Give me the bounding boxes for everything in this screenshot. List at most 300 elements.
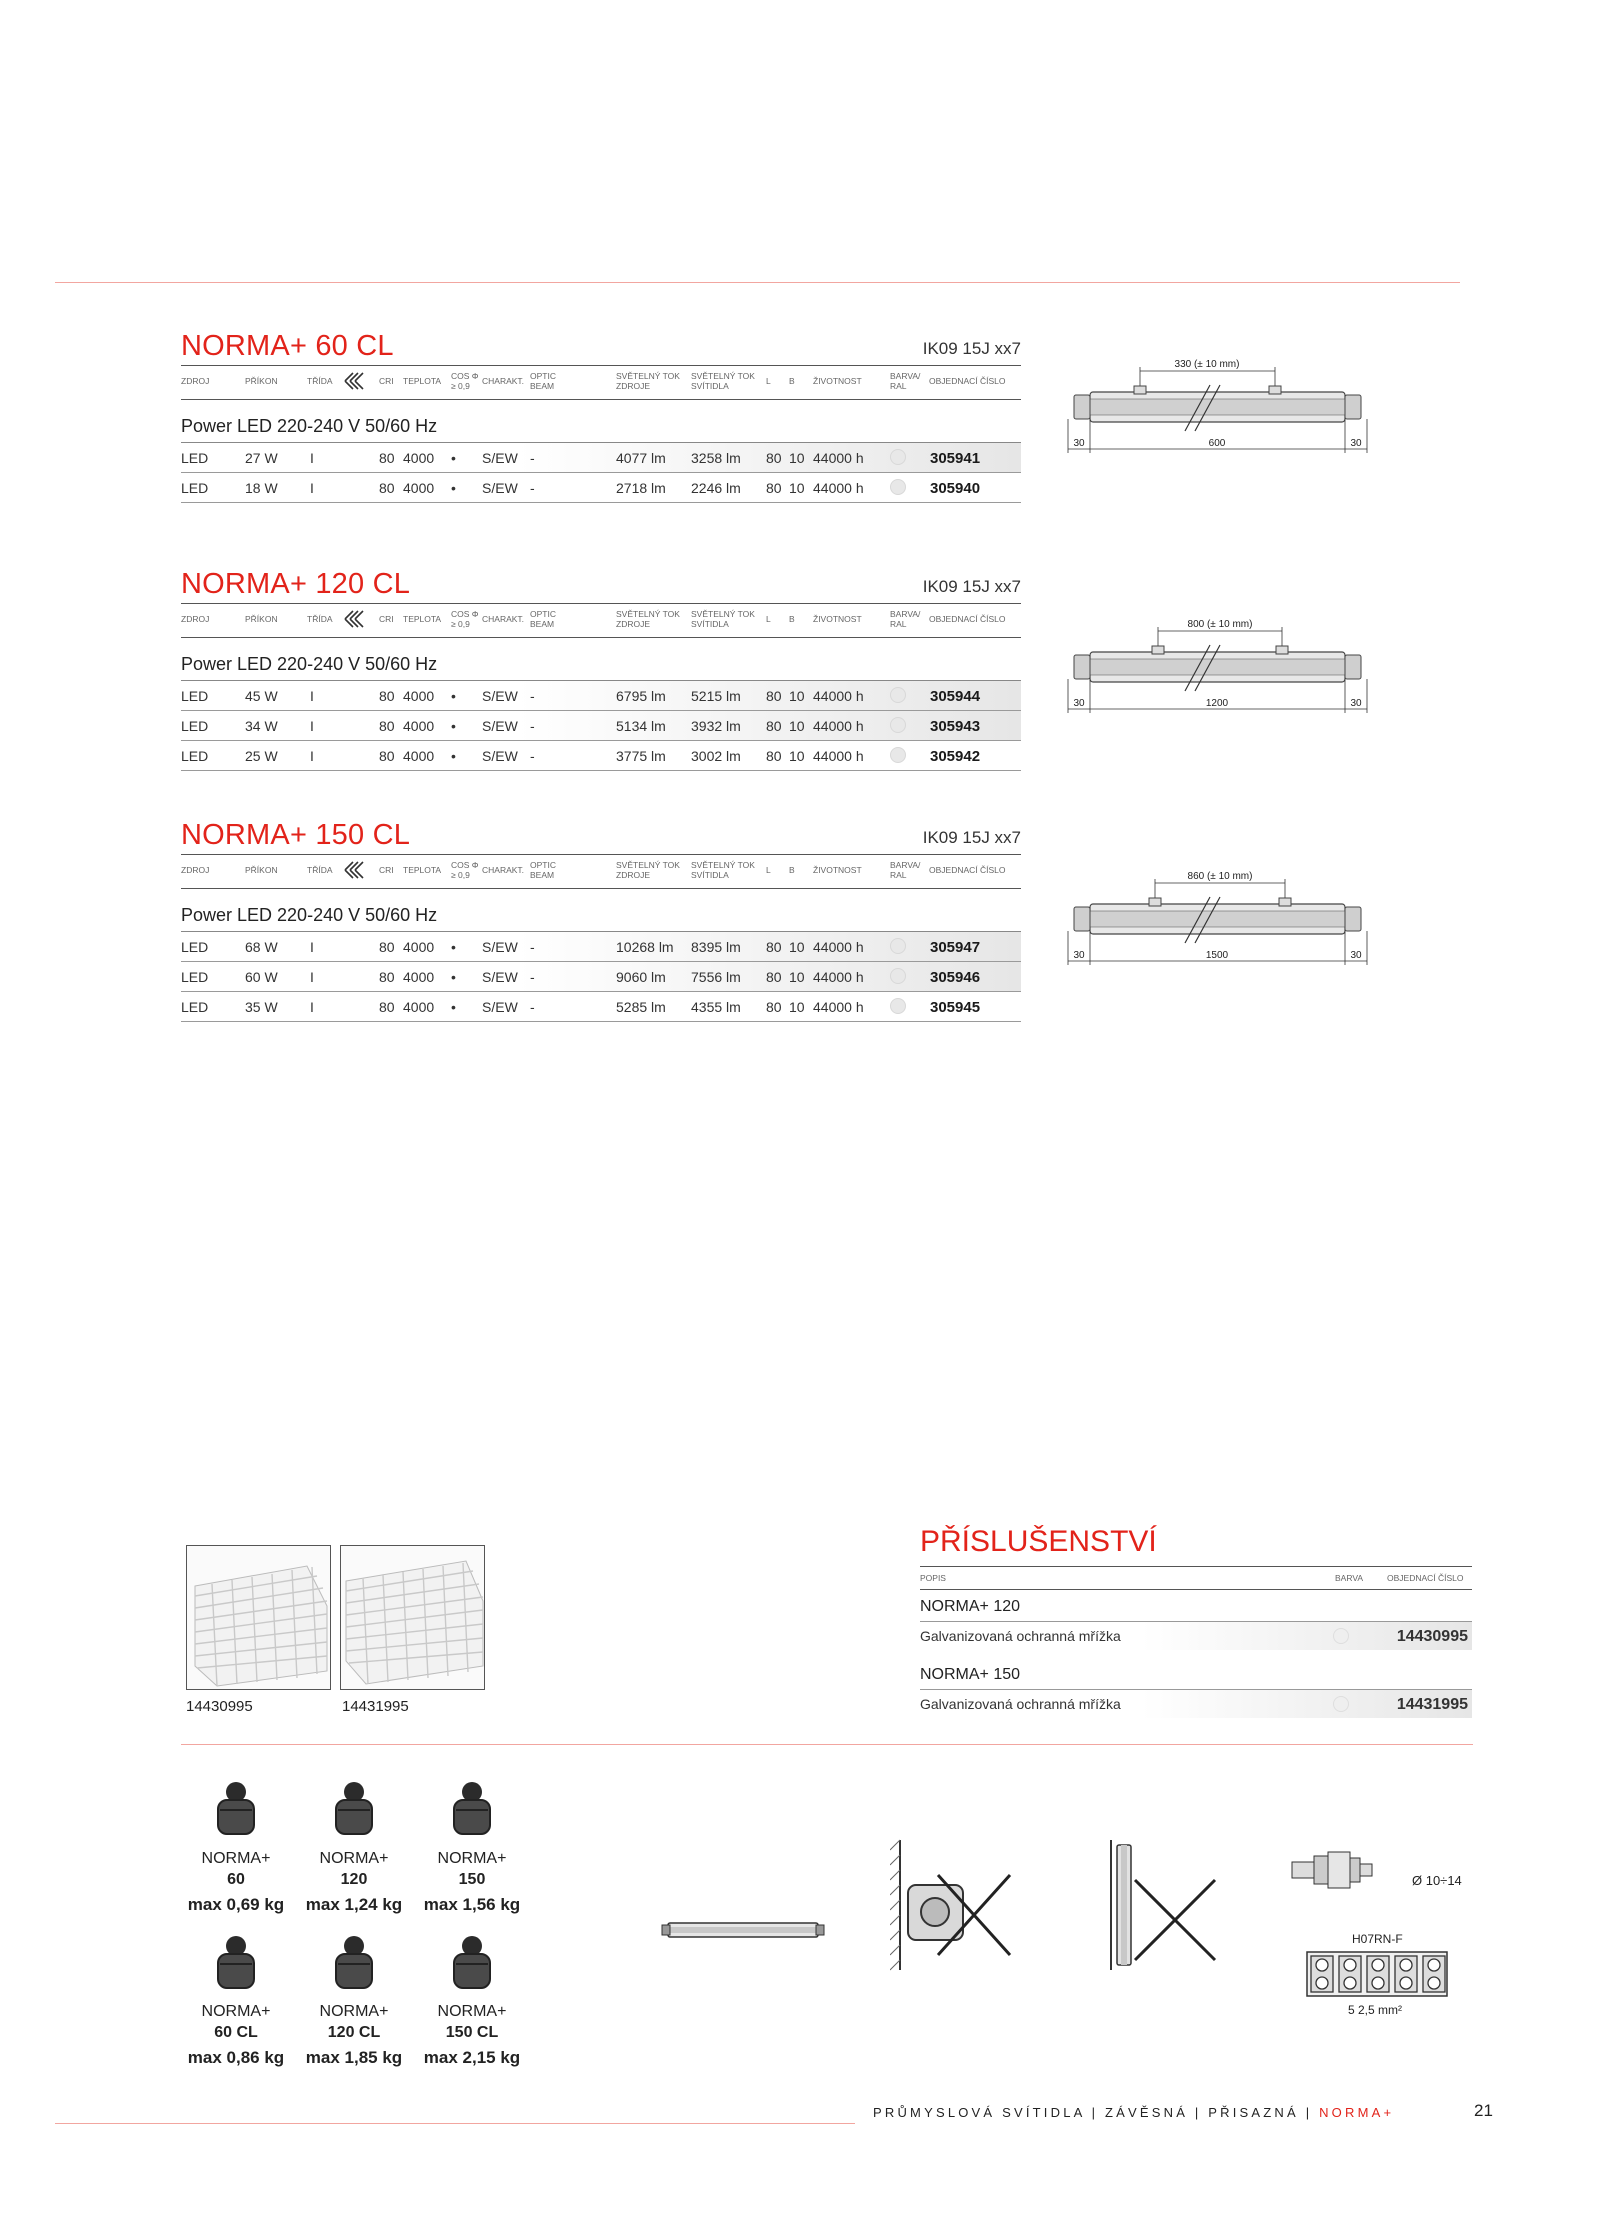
cell-charakt: S/EW <box>482 939 518 955</box>
header-line <box>181 365 1021 366</box>
cell-trida: I <box>310 688 314 704</box>
col-cri: CRI <box>379 865 394 875</box>
col-objednaci: OBJEDNACÍ ČÍSLO <box>929 614 1006 624</box>
table-row <box>181 932 1021 961</box>
cell-svs: 3002 lm <box>691 748 741 764</box>
col-svz-1: SVĚTELNÝ TOK <box>616 860 680 870</box>
accessory-group-name: NORMA+ 120 <box>920 1598 1021 1615</box>
col-l: L <box>766 376 771 386</box>
cell-prikon: 18 W <box>245 480 278 496</box>
color-swatch <box>890 938 906 954</box>
order-number: 305940 <box>930 480 981 497</box>
col-trida: TŘÍDA <box>307 376 333 386</box>
weight-product: NORMA+ <box>201 1850 271 1867</box>
weight-icon <box>448 1780 496 1841</box>
class-symbol-icon <box>343 372 365 392</box>
right-dimension: 30 <box>1350 950 1362 961</box>
col-b: B <box>789 865 795 875</box>
col-svs-1: SVĚTELNÝ TOK <box>691 371 755 381</box>
length-dimension: 600 <box>1208 438 1226 449</box>
cell-teplota: 4000 <box>403 939 435 955</box>
length-dimension: 1500 <box>1205 950 1229 961</box>
weight-value: max 0,86 kg <box>187 2048 285 2067</box>
col-charakt: CHARAKT. <box>482 865 525 875</box>
weight-label <box>181 1848 291 1915</box>
cell-b: 10 <box>789 480 805 496</box>
cell-cos: • <box>451 969 456 985</box>
header-line <box>181 888 1021 889</box>
col-svz-2: ZDROJE <box>616 381 650 391</box>
col-zivotnost: ŽIVOTNOST <box>813 614 862 624</box>
cell-charakt: S/EW <box>482 480 518 496</box>
cell-svz: 10268 lm <box>616 939 674 955</box>
cell-svs: 3258 lm <box>691 450 741 466</box>
cell-zdroj: LED <box>181 999 209 1015</box>
col-barva-2: RAL <box>890 619 907 629</box>
product-block <box>181 330 1021 510</box>
color-swatch <box>890 717 906 733</box>
cell-charakt: S/EW <box>482 688 518 704</box>
cell-svz: 5285 lm <box>616 999 666 1015</box>
cell-l: 80 <box>766 450 782 466</box>
cell-zdroj: LED <box>181 450 209 466</box>
cell-cri: 80 <box>379 450 395 466</box>
cell-l: 80 <box>766 688 782 704</box>
top-dimension: 860 (± 10 mm) <box>1187 871 1253 882</box>
col-prikon: PŘÍKON <box>245 614 278 624</box>
table-row <box>181 992 1021 1021</box>
cell-cos: • <box>451 718 456 734</box>
col-teplota: TEPLOTA <box>403 614 442 624</box>
col-cos-2: ≥ 0,9 <box>451 381 470 391</box>
table-row <box>181 473 1021 502</box>
footer-breadcrumb <box>873 2105 1394 2120</box>
cell-zdroj: LED <box>181 688 209 704</box>
row-line <box>181 770 1021 771</box>
cell-b: 10 <box>789 939 805 955</box>
cell-cos: • <box>451 450 456 466</box>
cell-cos: • <box>451 748 456 764</box>
cell-charakt: S/EW <box>482 999 518 1015</box>
col-trida: TŘÍDA <box>307 614 333 624</box>
product-block <box>181 819 1021 1029</box>
weight-model: 150 CL <box>445 2024 499 2041</box>
col-optic-2: BEAM <box>530 619 555 629</box>
table-row <box>181 443 1021 472</box>
col-svs-2: SVÍTIDLA <box>691 870 729 880</box>
product-code: IK09 15J xx7 <box>922 828 1021 847</box>
cell-b: 10 <box>789 999 805 1015</box>
accessory-item: Galvanizovaná ochranná mřížka <box>920 1628 1121 1644</box>
col-zivotnost: ŽIVOTNOST <box>813 865 862 875</box>
cell-trida: I <box>310 450 314 466</box>
cell-zivotnost: 44000 h <box>813 718 864 734</box>
cell-cri: 80 <box>379 748 395 764</box>
section-rule <box>181 1744 1473 1745</box>
header-line <box>181 854 1021 855</box>
right-dimension: 30 <box>1350 698 1362 709</box>
col-zdroj: ZDROJ <box>181 614 210 624</box>
weight-model: 120 <box>340 1871 368 1888</box>
cell-optic: - <box>530 718 535 734</box>
weight-label <box>417 2001 527 2068</box>
col-optic-2: BEAM <box>530 381 555 391</box>
col-cos-1: COS Φ <box>451 860 479 870</box>
cell-cos: • <box>451 480 456 496</box>
cell-cos: • <box>451 999 456 1015</box>
col-zivotnost: ŽIVOTNOST <box>813 376 862 386</box>
luminaire-drawing-svg <box>1060 355 1380 465</box>
cell-cri: 80 <box>379 688 395 704</box>
weight-value: max 0,69 kg <box>187 1895 285 1914</box>
col-svz-2: ZDROJE <box>616 619 650 629</box>
right-dimension: 30 <box>1350 438 1362 449</box>
cell-cos: • <box>451 688 456 704</box>
col-zdroj: ZDROJ <box>181 376 210 386</box>
mesh-guard-image <box>187 1546 331 1690</box>
accessory-photo <box>186 1545 331 1690</box>
cell-cos: • <box>451 939 456 955</box>
weight-model: 150 <box>458 1871 486 1888</box>
wall-mount-no-drawing <box>890 1835 1040 1980</box>
col-svs-1: SVĚTELNÝ TOK <box>691 609 755 619</box>
row-line <box>181 1021 1021 1022</box>
header-line <box>181 399 1021 400</box>
photo-label: 14430995 <box>186 1698 253 1715</box>
col-barva-1: BARVA/ <box>890 860 921 870</box>
cell-trida: I <box>310 718 314 734</box>
cell-teplota: 4000 <box>403 450 435 466</box>
cell-optic: - <box>530 939 535 955</box>
cell-optic: - <box>530 480 535 496</box>
product-title: NORMA+ 60 CL <box>181 330 394 362</box>
cell-optic: - <box>530 450 535 466</box>
cell-cri: 80 <box>379 969 395 985</box>
col-optic-1: OPTIC <box>530 609 556 619</box>
luminaire-drawing <box>1060 867 1380 977</box>
col-teplota: TEPLOTA <box>403 376 442 386</box>
accessory-group-name: NORMA+ 150 <box>920 1666 1021 1683</box>
col-l: L <box>766 865 771 875</box>
order-number: 305947 <box>930 939 981 956</box>
left-dimension: 30 <box>1073 698 1085 709</box>
cell-svz: 5134 lm <box>616 718 666 734</box>
col-cri: CRI <box>379 376 394 386</box>
color-swatch <box>1333 1628 1349 1644</box>
color-swatch <box>890 747 906 763</box>
col-barva-2: RAL <box>890 870 907 880</box>
product-code: IK09 15J xx7 <box>922 577 1021 596</box>
col-optic-2: BEAM <box>530 870 555 880</box>
weight-model: 120 CL <box>327 2024 381 2041</box>
table-header <box>181 861 1021 891</box>
col-objednaci: OBJEDNACÍ ČÍSLO <box>929 376 1006 386</box>
cell-zivotnost: 44000 h <box>813 939 864 955</box>
cell-svz: 6795 lm <box>616 688 666 704</box>
cell-optic: - <box>530 688 535 704</box>
table-row <box>181 681 1021 710</box>
vertical-mount-no-drawing <box>1105 1835 1225 1980</box>
source-label: Power LED 220-240 V 50/60 Hz <box>181 654 438 674</box>
col-b: B <box>789 614 795 624</box>
col-optic-1: OPTIC <box>530 371 556 381</box>
accessories-title: PŘÍSLUŠENSTVÍ <box>920 1525 1157 1558</box>
cell-prikon: 35 W <box>245 999 278 1015</box>
weight-label <box>299 2001 409 2068</box>
cell-charakt: S/EW <box>482 450 518 466</box>
col-trida: TŘÍDA <box>307 865 333 875</box>
col-cos-2: ≥ 0,9 <box>451 870 470 880</box>
order-number: 305944 <box>930 688 981 705</box>
cell-l: 80 <box>766 748 782 764</box>
color-swatch <box>890 479 906 495</box>
cell-cri: 80 <box>379 480 395 496</box>
cell-svz: 2718 lm <box>616 480 666 496</box>
cell-trida: I <box>310 999 314 1015</box>
cell-svs: 7556 lm <box>691 969 741 985</box>
table-header <box>181 610 1021 640</box>
col-svs-2: SVÍTIDLA <box>691 619 729 629</box>
cell-zdroj: LED <box>181 480 209 496</box>
col-prikon: PŘÍKON <box>245 376 278 386</box>
table-row <box>181 711 1021 740</box>
cell-teplota: 4000 <box>403 480 435 496</box>
cell-svz: 9060 lm <box>616 969 666 985</box>
cell-b: 10 <box>789 748 805 764</box>
cell-svs: 4355 lm <box>691 999 741 1015</box>
cell-optic: - <box>530 999 535 1015</box>
col-b: B <box>789 376 795 386</box>
weight-icon <box>330 1934 378 1995</box>
product-code: IK09 15J xx7 <box>922 339 1021 358</box>
cell-optic: - <box>530 748 535 764</box>
cell-trida: I <box>310 480 314 496</box>
cell-b: 10 <box>789 450 805 466</box>
cell-teplota: 4000 <box>403 969 435 985</box>
cell-prikon: 27 W <box>245 450 278 466</box>
cell-zivotnost: 44000 h <box>813 450 864 466</box>
accessories-section <box>920 1525 1472 1725</box>
cell-trida: I <box>310 939 314 955</box>
col-popis: POPIS <box>920 1573 946 1583</box>
table-header <box>181 372 1021 402</box>
order-number: 14430995 <box>1396 1628 1468 1645</box>
cell-l: 80 <box>766 999 782 1015</box>
cell-l: 80 <box>766 939 782 955</box>
cell-zivotnost: 44000 h <box>813 480 864 496</box>
col-charakt: CHARAKT. <box>482 376 525 386</box>
mesh-guard-image <box>341 1546 485 1690</box>
order-number: 305945 <box>930 999 981 1016</box>
cell-zivotnost: 44000 h <box>813 688 864 704</box>
cell-optic: - <box>530 969 535 985</box>
source-label: Power LED 220-240 V 50/60 Hz <box>181 905 438 925</box>
col-cos-1: COS Φ <box>451 609 479 619</box>
cell-trida: I <box>310 748 314 764</box>
weight-icon <box>330 1780 378 1841</box>
cell-svs: 8395 lm <box>691 939 741 955</box>
col-prikon: PŘÍKON <box>245 865 278 875</box>
col-barva-1: BARVA/ <box>890 371 921 381</box>
weight-value: max 2,15 kg <box>423 2048 521 2067</box>
order-number: 14431995 <box>1396 1696 1468 1713</box>
cell-cri: 80 <box>379 939 395 955</box>
col-zdroj: ZDROJ <box>181 865 210 875</box>
top-dimension: 330 (± 10 mm) <box>1174 359 1240 370</box>
cell-zdroj: LED <box>181 718 209 734</box>
product-block <box>181 568 1021 778</box>
cell-trida: I <box>310 969 314 985</box>
left-dimension: 30 <box>1073 950 1085 961</box>
order-number: 305941 <box>930 450 981 467</box>
weight-value: max 1,85 kg <box>305 2048 403 2067</box>
weight-product: NORMA+ <box>201 2003 271 2020</box>
accessory-row <box>920 1622 1472 1650</box>
cell-svz: 4077 lm <box>616 450 666 466</box>
header-line <box>920 1566 1472 1567</box>
footer-rule <box>55 2123 855 2124</box>
color-swatch <box>890 687 906 703</box>
cell-l: 80 <box>766 718 782 734</box>
row-line <box>181 502 1021 503</box>
ceiling-mount-drawing <box>660 1915 825 1950</box>
cable-gland-drawing <box>1290 1850 1410 1895</box>
cell-teplota: 4000 <box>403 999 435 1015</box>
cell-teplota: 4000 <box>403 748 435 764</box>
cell-svs: 3932 lm <box>691 718 741 734</box>
col-charakt: CHARAKT. <box>482 614 525 624</box>
cell-prikon: 25 W <box>245 748 278 764</box>
luminaire-drawing-svg <box>1060 867 1380 977</box>
length-dimension: 1200 <box>1205 698 1229 709</box>
weight-icon <box>448 1934 496 1995</box>
col-l: L <box>766 614 771 624</box>
cell-teplota: 4000 <box>403 688 435 704</box>
class-symbol-icon <box>343 610 365 630</box>
cell-svs: 2246 lm <box>691 480 741 496</box>
table-row <box>181 741 1021 770</box>
weight-product: NORMA+ <box>437 2003 507 2020</box>
color-swatch <box>1333 1696 1349 1712</box>
color-swatch <box>890 449 906 465</box>
cell-prikon: 60 W <box>245 969 278 985</box>
cell-cri: 80 <box>379 999 395 1015</box>
source-label: Power LED 220-240 V 50/60 Hz <box>181 416 438 436</box>
weight-model: 60 <box>227 1871 245 1888</box>
class-symbol-icon <box>343 861 365 881</box>
order-number: 305942 <box>930 748 981 765</box>
weight-label <box>299 1848 409 1915</box>
col-svz-2: ZDROJE <box>616 870 650 880</box>
col-svz-1: SVĚTELNÝ TOK <box>616 609 680 619</box>
cell-charakt: S/EW <box>482 718 518 734</box>
weight-label <box>181 2001 291 2068</box>
cell-zivotnost: 44000 h <box>813 969 864 985</box>
cell-zdroj: LED <box>181 748 209 764</box>
cell-cri: 80 <box>379 718 395 734</box>
col-optic-1: OPTIC <box>530 860 556 870</box>
col-objednaci: OBJEDNACÍ ČÍSLO <box>1387 1573 1464 1583</box>
col-svs-2: SVÍTIDLA <box>691 381 729 391</box>
cell-l: 80 <box>766 480 782 496</box>
cell-charakt: S/EW <box>482 748 518 764</box>
product-title: NORMA+ 120 CL <box>181 568 411 600</box>
col-teplota: TEPLOTA <box>403 865 442 875</box>
col-barva: BARVA <box>1335 1573 1364 1583</box>
header-line <box>181 603 1021 604</box>
cell-b: 10 <box>789 969 805 985</box>
col-svs-1: SVĚTELNÝ TOK <box>691 860 755 870</box>
col-barva-1: BARVA/ <box>890 609 921 619</box>
header-line <box>920 1589 1472 1590</box>
luminaire-drawing-svg <box>1060 615 1380 725</box>
left-dimension: 30 <box>1073 438 1085 449</box>
header-line <box>181 637 1021 638</box>
top-rule <box>55 282 1460 283</box>
accessory-item: Galvanizovaná ochranná mřížka <box>920 1696 1121 1712</box>
cell-zdroj: LED <box>181 939 209 955</box>
photo-label: 14431995 <box>342 1698 409 1715</box>
cell-b: 10 <box>789 718 805 734</box>
order-number: 305946 <box>930 969 981 986</box>
cell-prikon: 34 W <box>245 718 278 734</box>
cell-charakt: S/EW <box>482 969 518 985</box>
cell-zdroj: LED <box>181 969 209 985</box>
weight-label <box>417 1848 527 1915</box>
cell-prikon: 45 W <box>245 688 278 704</box>
terminal-block-drawing <box>1305 1950 1450 2003</box>
col-cri: CRI <box>379 614 394 624</box>
col-svz-1: SVĚTELNÝ TOK <box>616 371 680 381</box>
product-title: NORMA+ 150 CL <box>181 819 411 851</box>
order-number: 305943 <box>930 718 981 735</box>
weight-product: NORMA+ <box>319 1850 389 1867</box>
luminaire-drawing <box>1060 615 1380 725</box>
col-cos-2: ≥ 0,9 <box>451 619 470 629</box>
col-cos-1: COS Φ <box>451 371 479 381</box>
weight-product: NORMA+ <box>319 2003 389 2020</box>
col-barva-2: RAL <box>890 381 907 391</box>
footer-brand: NORMA+ <box>1319 2105 1395 2120</box>
col-objednaci: OBJEDNACÍ ČÍSLO <box>929 865 1006 875</box>
cable-type: H07RN-F <box>1352 1932 1403 1946</box>
cell-zivotnost: 44000 h <box>813 999 864 1015</box>
gland-dimension: Ø 10÷14 <box>1412 1873 1462 1888</box>
weight-icon <box>212 1934 260 1995</box>
cell-svs: 5215 lm <box>691 688 741 704</box>
cell-zivotnost: 44000 h <box>813 748 864 764</box>
cell-prikon: 68 W <box>245 939 278 955</box>
accessory-row <box>920 1690 1472 1718</box>
footer-text: PRŮMYSLOVÁ SVÍTIDLA | ZÁVĚSNÁ | PŘISAZNÁ | <box>873 2105 1320 2120</box>
luminaire-drawing <box>1060 355 1380 465</box>
weight-value: max 1,24 kg <box>305 1895 403 1914</box>
weight-value: max 1,56 kg <box>423 1895 521 1914</box>
page-number: 21 <box>1474 2101 1493 2120</box>
weight-model: 60 CL <box>214 2024 258 2041</box>
cell-l: 80 <box>766 969 782 985</box>
table-row <box>181 962 1021 991</box>
cell-teplota: 4000 <box>403 718 435 734</box>
terminal-spec: 5 2,5 mm² <box>1348 2003 1403 2017</box>
color-swatch <box>890 998 906 1014</box>
weight-icon <box>212 1780 260 1841</box>
accessory-photo <box>340 1545 485 1690</box>
weight-product: NORMA+ <box>437 1850 507 1867</box>
top-dimension: 800 (± 10 mm) <box>1187 619 1253 630</box>
cell-b: 10 <box>789 688 805 704</box>
cell-svz: 3775 lm <box>616 748 666 764</box>
